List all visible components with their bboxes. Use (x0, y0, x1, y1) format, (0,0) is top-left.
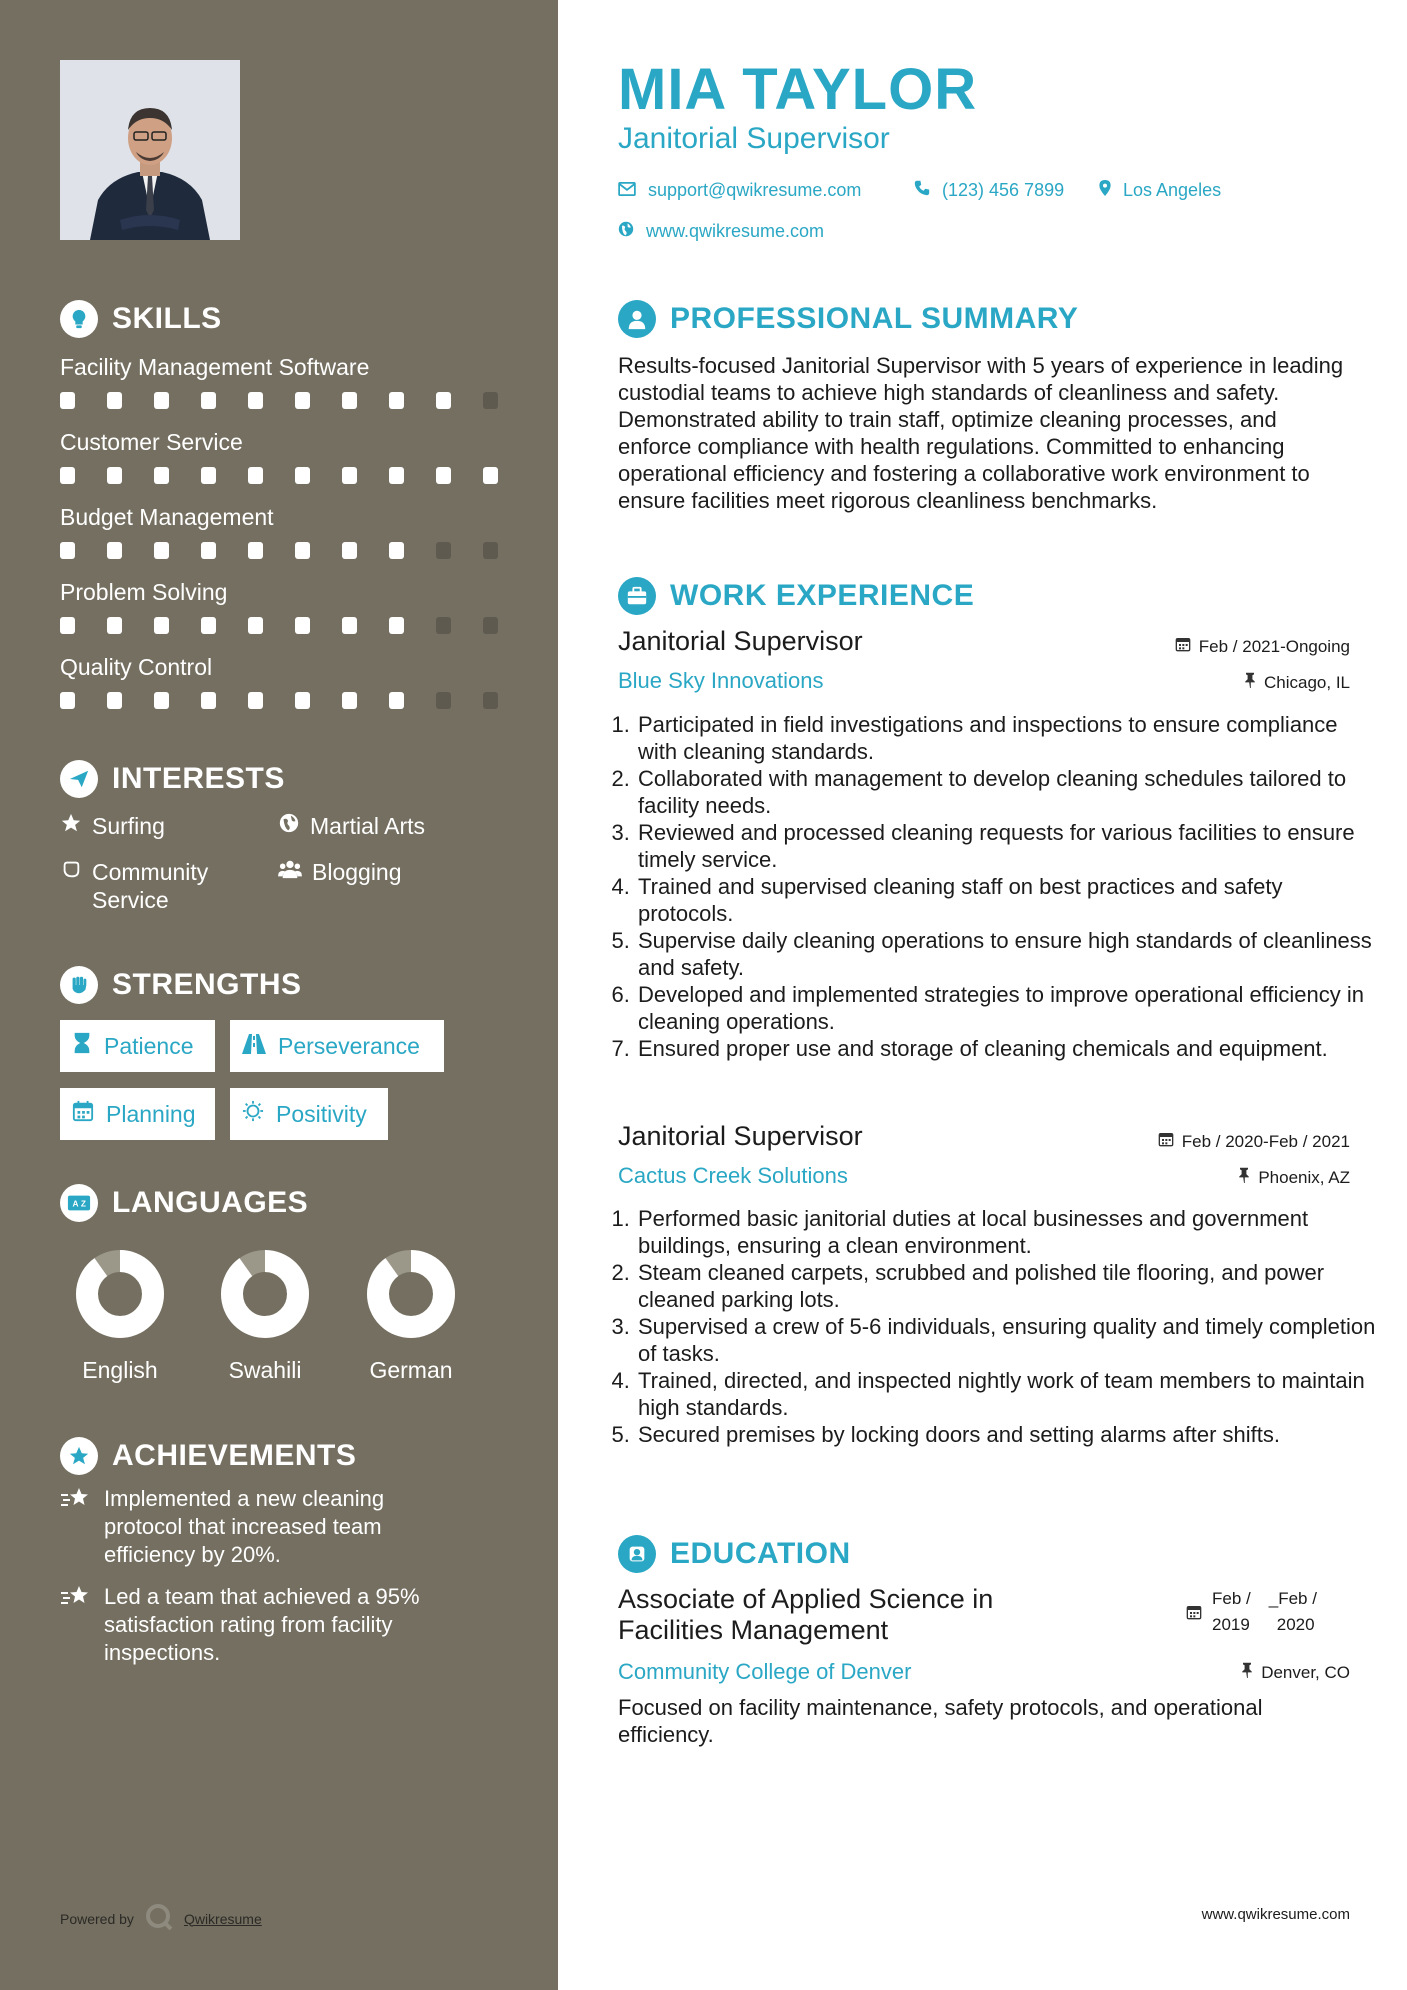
rating-dot-filled (107, 392, 122, 409)
language-item (50, 1250, 190, 1384)
list-item: 2. Steam cleaned carpets, scrubbed and polished tile flooring, and power cleaned parking lots. (636, 1259, 1381, 1313)
map-pin-icon (1099, 180, 1111, 201)
rating-dot-filled (295, 467, 310, 484)
rating-dot-filled (248, 392, 263, 409)
lightbulb-icon (60, 300, 98, 338)
graduate-icon (618, 1535, 656, 1573)
skill-rating (60, 692, 498, 709)
job-date (1175, 636, 1350, 657)
languages-heading (60, 1184, 308, 1222)
list-item: 4. Trained and supervised cleaning staff on best practices and safety protocols. (636, 873, 1381, 927)
email-text[interactable]: support@qwikresume.com (648, 180, 862, 200)
list-item: 6. Developed and implemented strategies to improve operational efficiency in cleaning operations. (636, 981, 1381, 1035)
rating-dot-filled (248, 542, 263, 559)
interests-title: INTERESTS (112, 762, 285, 795)
rating-dot-filled (295, 392, 310, 409)
language-item (341, 1250, 481, 1384)
interest-label: Surfing (92, 813, 165, 839)
phone-icon (914, 180, 930, 201)
rating-dot-filled (60, 692, 75, 709)
list-item: 1. Participated in field investigations and inspections to ensure compliance with cleaning standards. (636, 711, 1381, 765)
pin-icon (1241, 1662, 1253, 1683)
rating-dot-filled (201, 692, 216, 709)
education-description: Focused on facility maintenance, safety protocols, and operational efficiency. (618, 1695, 1263, 1747)
skill-name: Customer Service (60, 429, 243, 455)
shooting-star-icon (60, 1583, 92, 1667)
rating-dot-filled (201, 542, 216, 559)
rating-dot-filled (342, 392, 357, 409)
strength-label: Positivity (276, 1100, 367, 1127)
rating-dot-filled (154, 392, 169, 409)
achievements-heading (60, 1437, 356, 1475)
rating-dot-filled (389, 617, 404, 634)
rating-dot-filled (107, 692, 122, 709)
achievement-item (60, 1485, 450, 1569)
school-name: Community College of Denver (618, 1659, 912, 1684)
skill-rating (60, 467, 498, 484)
rating-dot-filled (154, 692, 169, 709)
language-ring (76, 1250, 164, 1338)
language-ring (367, 1250, 455, 1338)
list-item: 3. Reviewed and processed cleaning requests for various facilities to ensure timely service. (636, 819, 1381, 873)
rating-dot-filled (107, 542, 122, 559)
candidate-role: Janitorial Supervisor (618, 122, 890, 155)
pin-icon (1244, 672, 1256, 693)
job-date-text: Feb / 2020-Feb / 2021 (1181, 1131, 1350, 1151)
qwikresume-logo-icon (144, 1902, 174, 1935)
interest-label: Community Service (92, 859, 209, 913)
globe-icon (278, 812, 300, 840)
contact-location (1099, 180, 1221, 201)
rating-dot-filled (295, 542, 310, 559)
award-star-icon (60, 1437, 98, 1475)
rating-dot-filled (248, 617, 263, 634)
strength-label: Perseverance (278, 1032, 420, 1059)
user-icon (618, 300, 656, 338)
hourglass-icon (72, 1032, 92, 1060)
rating-dot-filled (295, 617, 310, 634)
education-date (1186, 1586, 1317, 1638)
rating-dot-empty (436, 542, 451, 559)
skill-name: Problem Solving (60, 579, 228, 605)
job-date (1158, 1131, 1350, 1152)
interest-item (278, 858, 402, 886)
summary-heading (618, 300, 1078, 338)
summary-text: Results-focused Janitorial Supervisor with 5 years of experience in leading custodial teams to achieve high standards of cleanliness and safety. Demonstrated ability to train staff, optimize cleaning processes, and enforce compliance with health regulations. Committed to enhancing operational efficiency and fostering a collaborative work environment to ensure facilities meet rigorous cleanliness benchmarks. (618, 353, 1344, 513)
job-location-text: Chicago, IL (1264, 672, 1350, 692)
rating-dot-filled (201, 392, 216, 409)
list-item: 2. Collaborated with management to develop cleaning schedules tailored to facility needs. (636, 765, 1381, 819)
star-icon (60, 812, 82, 840)
job-location (1238, 1167, 1350, 1188)
rating-dot-empty (483, 392, 498, 409)
rating-dot-filled (248, 692, 263, 709)
interest-item (278, 812, 425, 840)
list-item: 5. Supervise daily cleaning operations to ensure high standards of cleanliness and safety. (636, 927, 1381, 981)
phone-text[interactable]: (123) 456 7899 (942, 180, 1065, 200)
job-date-text: Feb / 2021-Ongoing (1198, 636, 1350, 656)
rating-dot-filled (60, 467, 75, 484)
education-end (1269, 1586, 1317, 1638)
envelope-icon (618, 180, 636, 201)
calendar-icon (1158, 1131, 1174, 1152)
sun-icon (242, 1100, 264, 1128)
job-title: Janitorial Supervisor (618, 626, 863, 656)
strengths-title: STRENGTHS (112, 968, 302, 1001)
language-ring-fill (378, 1261, 444, 1327)
skill-rating (60, 392, 498, 409)
rating-dot-filled (483, 467, 498, 484)
svg-text:A: A (72, 1198, 79, 1209)
svg-text:Z: Z (80, 1198, 86, 1209)
education-title: EDUCATION (670, 1537, 851, 1570)
briefcase-icon (618, 577, 656, 615)
rating-dot-empty (483, 617, 498, 634)
summary-title: PROFESSIONAL SUMMARY (670, 302, 1079, 335)
languages-title: LANGUAGES (112, 1186, 309, 1219)
rating-dot-filled (389, 392, 404, 409)
job-responsibilities (610, 711, 1381, 1062)
rating-dot-filled (154, 542, 169, 559)
degree-name (618, 1584, 993, 1646)
degree-line: Associate of Applied Science in (618, 1584, 994, 1614)
rating-dot-empty (436, 617, 451, 634)
achievements-title: ACHIEVEMENTS (112, 1439, 357, 1472)
language-label: English (82, 1357, 158, 1383)
achievement-item (60, 1583, 480, 1667)
fist-icon (60, 966, 98, 1004)
rating-dot-filled (60, 542, 75, 559)
hand-icon (60, 858, 82, 886)
achievement-text: Implemented a new cleaning protocol that increased team efficiency by 20%. (104, 1486, 385, 1567)
achievement-text: Led a team that achieved a 95% satisfaction rating from facility inspections. (104, 1584, 420, 1665)
language-ring-fill (232, 1261, 298, 1327)
job-responsibilities (610, 1205, 1381, 1448)
company-name: Cactus Creek Solutions (618, 1163, 848, 1188)
skill-name: Budget Management (60, 504, 274, 530)
interest-item (60, 812, 165, 840)
rating-dot-filled (342, 617, 357, 634)
rating-dot-filled (389, 467, 404, 484)
education-end-year: 2020 (1276, 1615, 1315, 1634)
job-title: Janitorial Supervisor (618, 1121, 863, 1151)
skills-heading (60, 300, 222, 338)
list-item: 1. Performed basic janitorial duties at local businesses and government buildings, ensuring a clean environment. (636, 1205, 1381, 1259)
education-start (1212, 1586, 1251, 1638)
calendar-icon (1175, 636, 1191, 657)
list-item: 5. Secured premises by locking doors and setting alarms after shifts. (636, 1421, 1381, 1448)
language-label: German (369, 1357, 453, 1383)
interest-label: Martial Arts (310, 813, 426, 839)
profile-photo (60, 60, 240, 240)
location-text: Los Angeles (1123, 180, 1222, 200)
paper-plane-icon (60, 760, 98, 798)
interest-label: Blogging (312, 859, 402, 885)
language-ring-fill (87, 1261, 153, 1327)
road-icon (242, 1033, 266, 1060)
list-item: 3. Supervised a crew of 5-6 individuals, ensuring quality and timely completion of tasks. (636, 1313, 1381, 1367)
language-label: Swahili (228, 1357, 302, 1383)
education-start-year: 2019 (1212, 1615, 1250, 1634)
rating-dot-filled (389, 692, 404, 709)
rating-dot-filled (342, 542, 357, 559)
strength-badge (230, 1020, 444, 1072)
education-location-text: Denver, CO (1261, 1662, 1350, 1682)
rating-dot-filled (342, 467, 357, 484)
skill-rating (60, 542, 498, 559)
skill-rating (60, 617, 498, 634)
rating-dot-empty (483, 692, 498, 709)
company-name: Blue Sky Innovations (618, 668, 824, 693)
rating-dot-filled (107, 617, 122, 634)
contact-phone[interactable] (914, 180, 1064, 201)
job-location-text: Phoenix, AZ (1258, 1167, 1350, 1187)
rating-dot-empty (436, 692, 451, 709)
strengths-heading (60, 966, 302, 1004)
list-item: 7. Ensured proper use and storage of cleaning chemicals and equipment. (636, 1035, 1381, 1062)
education-heading (618, 1535, 851, 1573)
skill-name: Quality Control (60, 654, 213, 680)
language-icon (60, 1184, 98, 1222)
rating-dot-filled (60, 617, 75, 634)
experience-heading (618, 577, 974, 615)
experience-title: WORK EXPERIENCE (670, 579, 975, 612)
footer-url[interactable]: www.qwikresume.com (1201, 1906, 1350, 1923)
degree-line: Facilities Management (618, 1615, 889, 1645)
rating-dot-filled (295, 692, 310, 709)
users-icon (278, 858, 302, 886)
strength-badge (230, 1088, 388, 1140)
powered-by (60, 1902, 262, 1935)
rating-dot-filled (342, 692, 357, 709)
rating-dot-filled (60, 392, 75, 409)
rating-dot-filled (201, 467, 216, 484)
job-location (1244, 672, 1350, 693)
rating-dot-filled (436, 467, 451, 484)
interests-heading (60, 760, 285, 798)
strength-label: Patience (104, 1032, 194, 1059)
contact-email[interactable] (618, 180, 861, 201)
pin-icon (1238, 1167, 1250, 1188)
shooting-star-icon (60, 1485, 92, 1569)
powered-by-label: Powered by (60, 1910, 134, 1927)
rating-dot-filled (201, 617, 216, 634)
rating-dot-filled (154, 617, 169, 634)
strength-label: Planning (106, 1100, 196, 1127)
qwikresume-link[interactable]: Qwikresume (183, 1910, 262, 1927)
education-end-month: _Feb / (1268, 1589, 1317, 1608)
list-item: 4. Trained, directed, and inspected nightly work of team members to maintain high standards. (636, 1367, 1381, 1421)
rating-dot-filled (107, 467, 122, 484)
strength-badge (60, 1088, 215, 1140)
globe-icon (618, 221, 634, 242)
rating-dot-empty (483, 542, 498, 559)
education-location (1241, 1662, 1350, 1683)
rating-dot-filled (389, 542, 404, 559)
language-ring (221, 1250, 309, 1338)
rating-dot-filled (154, 467, 169, 484)
education-start-month: Feb / (1212, 1589, 1251, 1608)
contact-website[interactable] (618, 221, 824, 242)
website-text[interactable]: www.qwikresume.com (646, 221, 825, 241)
strength-badge (60, 1020, 215, 1072)
skills-title: SKILLS (112, 302, 222, 335)
candidate-name: MIA TAYLOR (618, 57, 978, 122)
rating-dot-filled (248, 467, 263, 484)
language-item (195, 1250, 335, 1384)
rating-dot-filled (436, 392, 451, 409)
skill-name: Facility Management Software (60, 354, 370, 380)
calendar-icon (1186, 1586, 1202, 1638)
interest-item (60, 858, 260, 914)
calendar-icon (72, 1100, 94, 1128)
sidebar (0, 0, 558, 1990)
